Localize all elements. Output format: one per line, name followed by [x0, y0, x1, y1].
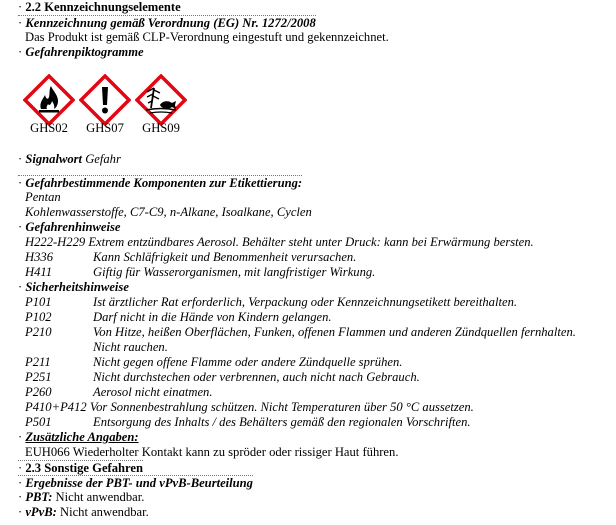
precautionary-heading: · Sicherheitshinweise: [18, 280, 129, 294]
component-item: Pentan: [25, 190, 61, 204]
precautionary-statement: P251 Nicht durchstechen oder verbrennen, auch nicht nach Gebrauch.: [25, 370, 420, 384]
precautionary-statement: P210 Von Hitze, heißen Oberflächen, Funken, offenen Flammen und anderen Zündquellen fernhalten.: [25, 325, 576, 339]
pictogram-code-ghs02: GHS02: [30, 121, 68, 135]
hazard-statement: H222-H229 Extrem entzündbares Aerosol. Behälter steht unter Druck: kann bei Erwärmung bersten.: [25, 235, 534, 249]
pictogram-heading: · Gefahrenpiktogramme: [18, 45, 144, 59]
hazard-statement: H411 Giftig für Wasserorganismen, mit langfristiger Wirkung.: [25, 265, 376, 279]
components-heading: · Gefahrbestimmende Komponenten zur Etikettierung:: [18, 176, 303, 190]
precautionary-statement-continuation: Nicht rauchen.: [93, 340, 168, 354]
precautionary-statement: P101 Ist ärztlicher Rat erforderlich, Verpackung oder Kennzeichnungsetikett bereithalten.: [25, 295, 518, 309]
section-2-3-heading: · 2.3 Sonstige Gefahren: [18, 461, 144, 475]
precautionary-statement: P102 Darf nicht in die Hände von Kindern gelangen.: [25, 310, 332, 324]
clp-text: Das Produkt ist gemäß CLP-Verordnung eingestuft und gekennzeichnet.: [25, 30, 389, 44]
clp-heading: · Kennzeichnung gemäß Verordnung (EG) Nr. 1272/2008: [18, 16, 316, 30]
hazard-statement: H336 Kann Schläfrigkeit und Benommenheit verursachen.: [25, 250, 357, 264]
signal-word: · Signalwort Gefahr: [18, 152, 121, 166]
exclamation-icon: [79, 74, 131, 126]
hazard-statements-heading: · Gefahrenhinweise: [18, 220, 121, 234]
precautionary-statement: P410+P412 Vor Sonnenbestrahlung schützen. Nicht Temperaturen über 50 °C aussetzen.: [25, 400, 474, 414]
additional-info-heading: · Zusätzliche Angaben:: [18, 430, 139, 444]
flame-icon: [23, 74, 75, 126]
pictogram-code-ghs07: GHS07: [86, 121, 124, 135]
pbt-result: · PBT: Nicht anwendbar.: [18, 490, 145, 504]
component-item: Kohlenwasserstoffe, C7-C9, n-Alkane, Isoalkane, Cyclen: [25, 205, 312, 219]
precautionary-statement: P501 Entsorgung des Inhalts / des Behälters gemäß den regionalen Vorschriften.: [25, 415, 471, 429]
environment-icon: [135, 74, 187, 126]
section-2-2-heading: · 2.2 Kennzeichnungselemente: [18, 0, 181, 14]
precautionary-statement: P211 Nicht gegen offene Flamme oder andere Zündquelle sprühen.: [25, 355, 403, 369]
precautionary-statement: P260 Aerosol nicht einatmen.: [25, 385, 213, 399]
pbt-heading: · Ergebnisse der PBT- und vPvB-Beurteilung: [18, 476, 253, 490]
vpvb-result: · vPvB: Nicht anwendbar.: [18, 505, 149, 519]
additional-info-text: EUH066 Wiederholter Kontakt kann zu spröder oder rissiger Haut führen.: [25, 445, 399, 459]
pictogram-code-ghs09: GHS09: [142, 121, 180, 135]
